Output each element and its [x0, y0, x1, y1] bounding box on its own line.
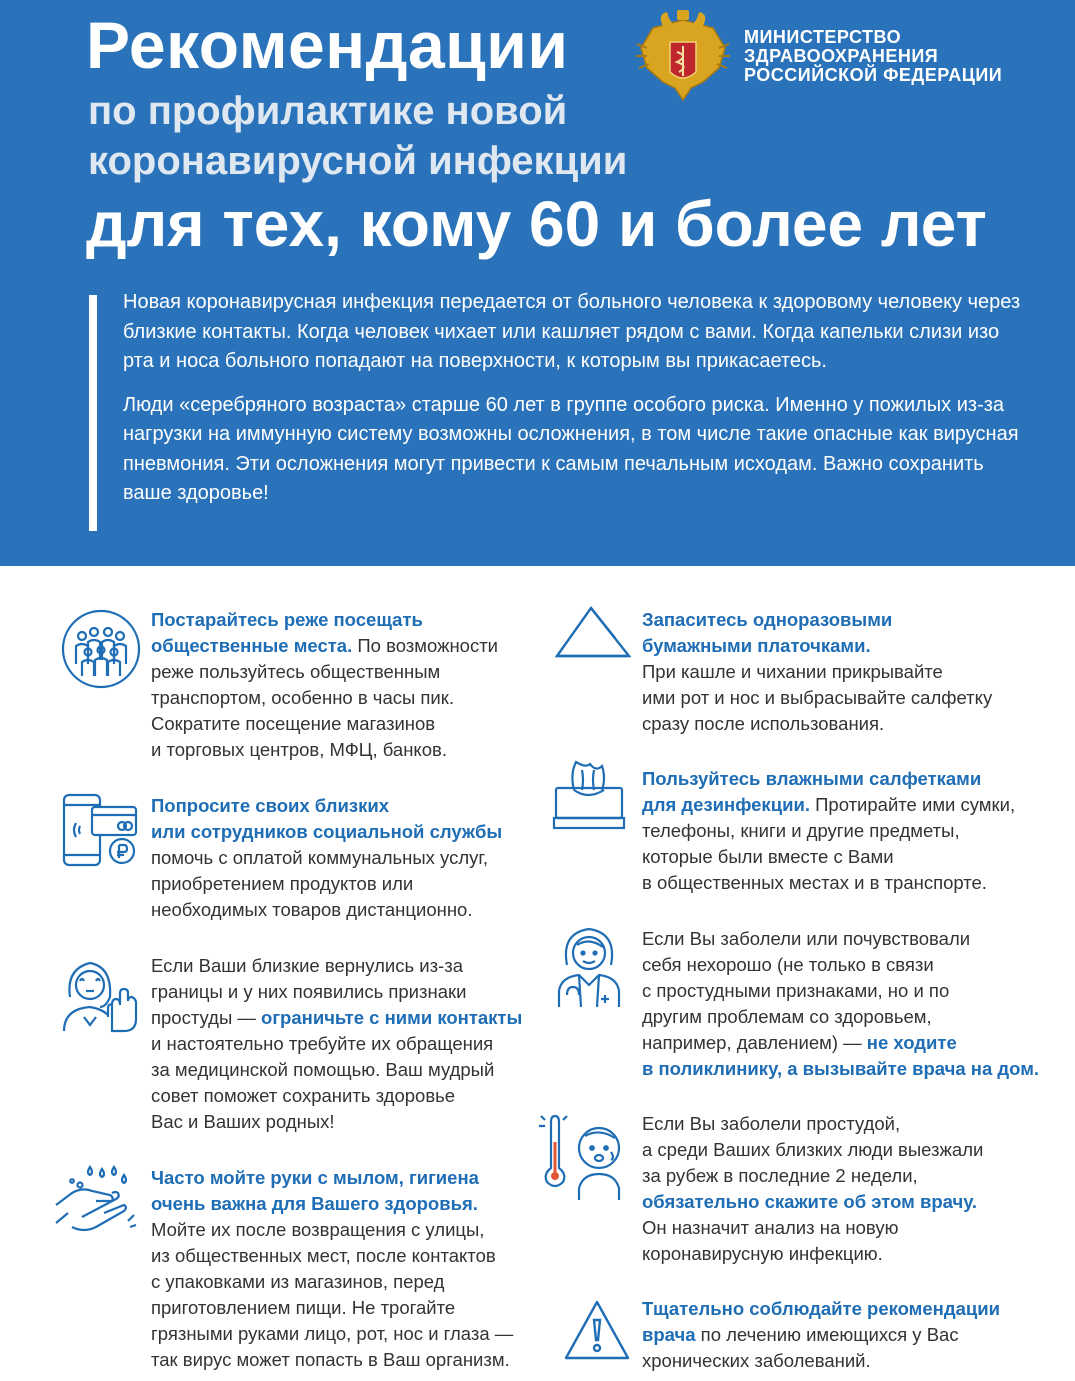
body-text: Если Вы заболели простудой, [642, 1113, 901, 1134]
body-text: ими рот и нос и выбрасывайте салфетку [642, 687, 993, 708]
body-text: Протирайте ими сумки, [809, 794, 1016, 815]
body-text: и торговых центров, МФЦ, банков. [151, 739, 447, 760]
tip-follow-recommendations [642, 1296, 1000, 1374]
body-text: приготовлением пищи. Не трогайте [151, 1297, 456, 1318]
body-text: с упаковками из магазинов, перед [151, 1271, 445, 1292]
body-text: Вас и Ваших родных! [151, 1111, 335, 1132]
tip-tell-doctor [642, 1111, 983, 1267]
body-text: телефоны, книги и другие предметы, [642, 820, 960, 841]
body-text: Сократите посещение магазинов [151, 713, 436, 734]
highlight-text: ограничьте с ними контакты [261, 1007, 523, 1028]
body-text: При кашле и чихании прикрывайте [642, 661, 943, 682]
body-text: Он назначит анализ на новую [642, 1217, 899, 1238]
tip-call-doctor [642, 926, 1039, 1082]
body-text: с простудными признаками, но и по [642, 980, 950, 1001]
tip-ask-for-help [151, 793, 502, 923]
highlight-text: общественные места. [151, 635, 353, 656]
intro-paragraph: Новая коронавирусная инфекция передается от больного человека к здоровому человеку через близкие контакты. Когда человек чихает или кашляет рядом с вами. Когда капельки слизи изо рта и носа больного попадают на поверхности, к которым вы прикасаетесь. [123, 291, 1021, 372]
ministry-line: ЗДРАВООХРАНЕНИЯ [744, 46, 939, 66]
body-text: границы и у них появились признаки [151, 981, 467, 1002]
ministry-line: РОССИЙСКОЙ ФЕДЕРАЦИИ [744, 65, 1003, 85]
title-main: Рекомендации [86, 8, 569, 82]
body-text: себя нехорошо (не только в связи [642, 954, 934, 975]
wipes-box-icon [552, 760, 626, 832]
body-text: хронических заболеваний. [642, 1350, 871, 1371]
body-text: Если Вы заболели или почувствовали [642, 928, 971, 949]
body-text: приобретением продуктов или [151, 873, 414, 894]
highlight-text: Попросите своих близких [151, 795, 390, 816]
body-text: простуды — [151, 1007, 262, 1028]
highlight-text: Постарайтесь реже посещать [151, 609, 423, 630]
body-text: например, давлением) — [642, 1032, 867, 1053]
hand-washing-icon [54, 1165, 138, 1237]
crowd-icon [60, 608, 142, 690]
phone-payment-icon [62, 793, 142, 869]
body-text: Мойте их после возвращения с улицы, [151, 1219, 485, 1240]
highlight-text: в поликлинику, а вызывайте врача на дом. [642, 1058, 1040, 1079]
body-text: за медицинской помощью. Ваш мудрый [151, 1059, 495, 1080]
ministry-name [744, 28, 1002, 85]
body-text: совет поможет сохранить здоровье [151, 1085, 456, 1106]
body-text: и настоятельно требуйте их обращения [151, 1033, 494, 1054]
body-text: коронавирусную инфекцию. [642, 1243, 883, 1264]
body-text: По возможности [352, 635, 499, 656]
tip-paper-tissues [642, 607, 992, 737]
highlight-text: не ходите [866, 1032, 957, 1053]
body-text: помочь с оплатой коммунальных услуг, [151, 847, 489, 868]
intro-text [123, 288, 1023, 523]
header-banner [0, 0, 1075, 566]
coat-of-arms-icon [633, 8, 733, 108]
highlight-text: Тщательно соблюдайте рекомендации [642, 1298, 1000, 1319]
doctor-icon [555, 925, 625, 1009]
highlight-text: для дезинфекции. [642, 794, 810, 815]
title-sub-line1: по профилактике новой [88, 89, 568, 133]
ministry-line: МИНИСТЕРСТВО [744, 27, 902, 47]
body-text: а среди Ваших близких люди выезжали [642, 1139, 984, 1160]
intro-accent-bar [89, 295, 97, 531]
body-text: которые были вместе с Вами [642, 846, 894, 867]
highlight-text: Запаситесь одноразовыми [642, 609, 893, 630]
body-text: Если Ваши близкие вернулись из-за [151, 955, 463, 976]
highlight-text: или сотрудников социальной службы [151, 821, 503, 842]
highlight-text: врача [642, 1324, 696, 1345]
woman-stop-hand-icon [60, 957, 140, 1033]
warning-icon [562, 1298, 632, 1362]
highlight-text: бумажными платочками. [642, 635, 871, 656]
tip-wet-wipes [642, 766, 1015, 896]
intro-paragraph: Люди «серебряного возраста» старше 60 лет в группе особого риска. Именно у пожилых из-за нагрузки на иммунную систему возможны осложнения, в том числе такие опасные как вирусная пневмония. Эти осложнения могут привести к самым печальным исходам. Важно сохранить ваше здоровье! [123, 393, 1019, 504]
highlight-text: очень важна для Вашего здоровья. [151, 1193, 478, 1214]
tip-wash-hands [151, 1165, 513, 1373]
body-text: сразу после использования. [642, 713, 885, 734]
highlight-text: Часто мойте руки с мылом, гигиена [151, 1167, 479, 1188]
highlight-text: Пользуйтесь влажными салфетками [642, 768, 982, 789]
body-text: по лечению имеющихся у Вас [695, 1324, 959, 1345]
body-text: реже пользуйтесь общественным [151, 661, 441, 682]
body-text: транспортом, особенно в часы пик. [151, 687, 455, 708]
body-text: в общественных местах и в транспорте. [642, 872, 987, 893]
tip-limit-contacts [151, 953, 522, 1135]
tissue-icon [553, 604, 633, 660]
thermometer-sick-icon [537, 1112, 627, 1202]
body-text: грязными руками лицо, рот, нос и глаза — [151, 1323, 514, 1344]
title-sub-line2: коронавирусной инфекции [88, 139, 628, 183]
highlight-text: обязательно скажите об этом врачу. [642, 1191, 978, 1212]
body-text: другим проблемам со здоровьем, [642, 1006, 932, 1027]
title-audience: для тех, кому 60 и более лет [86, 188, 987, 260]
tip-avoid-public-places [151, 607, 498, 763]
body-text: из общественных мест, после контактов [151, 1245, 496, 1266]
body-text: так вирус может попасть в Ваш организм. [151, 1349, 510, 1370]
body-text: за рубеж в последние 2 недели, [642, 1165, 918, 1186]
body-text: необходимых товаров дистанционно. [151, 899, 473, 920]
